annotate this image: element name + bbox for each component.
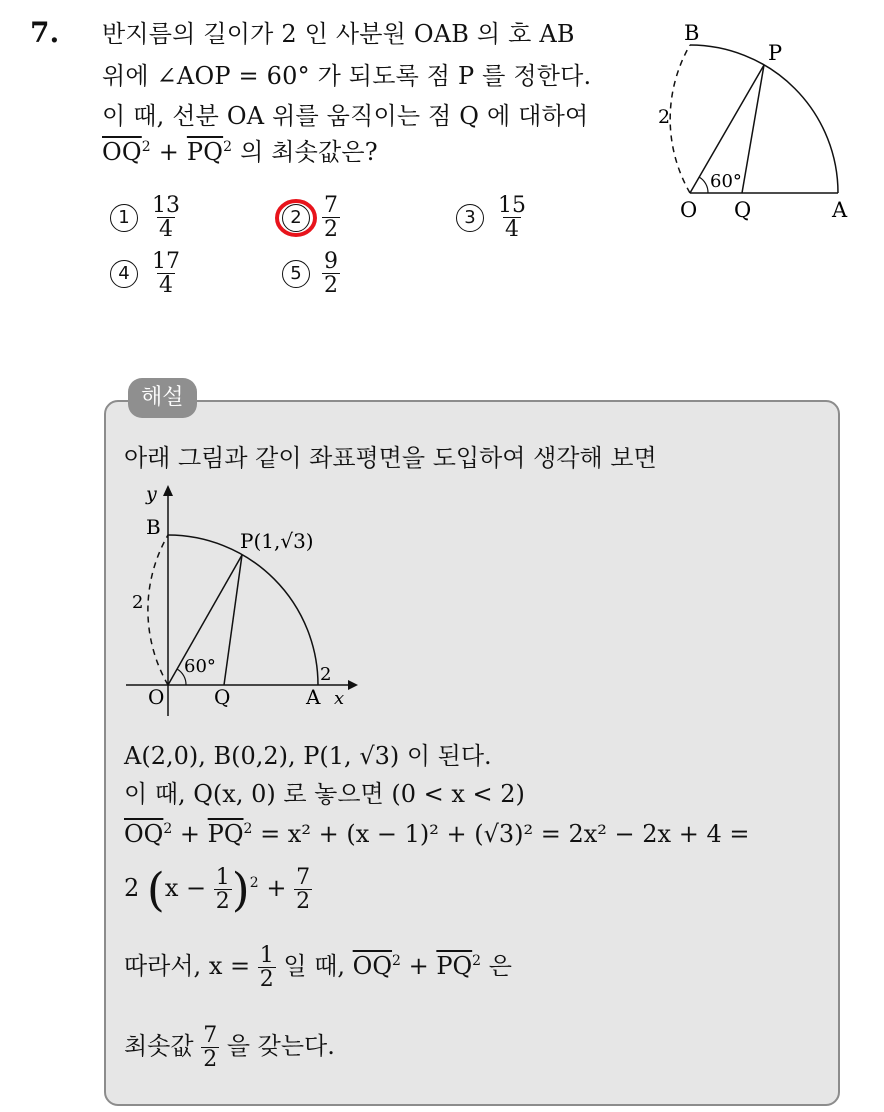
label-p: P xyxy=(768,41,783,65)
selected-answer-circle-icon xyxy=(272,196,320,240)
label-b: B xyxy=(146,515,161,539)
label-radius: 2 xyxy=(132,592,144,613)
label-b: B xyxy=(684,21,700,45)
label-y-axis: y xyxy=(146,483,157,505)
solution-therefore: 따라서, x = $\frac{1}{2}$ 일 때, $\overline{OQ}^2 + \overline{PQ}^2$ 은 xyxy=(124,943,512,993)
question-line-2: 위에 ∠AOP = 60° 가 되도록 점 P 를 정한다. xyxy=(102,62,592,90)
segment-oq: $\overline{OQ}$ xyxy=(102,138,142,166)
choice-3[interactable]: 3 $\frac{15}{4}$ xyxy=(456,194,528,241)
solution-tab: 해설 xyxy=(128,378,197,418)
label-q: Q xyxy=(214,685,231,709)
label-x-axis: x xyxy=(334,688,345,709)
label-a: A xyxy=(306,685,321,709)
label-radius: 2 xyxy=(658,106,671,128)
solution-intro: 아래 그림과 같이 좌표평면을 도입하여 생각해 보면 xyxy=(124,444,657,472)
question-number: 7. xyxy=(30,16,60,49)
choice-4-mark: 4 xyxy=(110,260,138,288)
solution-completed-square: 2 (x − $\frac{1}{2}$ )$^2$ + $\frac{7}{2}$ xyxy=(124,862,311,917)
solution-coords: A(2,0), B(0,2), P(1, √3) 이 된다. xyxy=(124,742,492,770)
label-angle: 60° xyxy=(710,171,742,192)
label-q: Q xyxy=(734,198,752,222)
quarter-circle-figure xyxy=(650,20,870,230)
solution-final: 최솟값 $\frac{7}{2}$ 을 갖는다. xyxy=(124,1023,335,1073)
label-angle: 60° xyxy=(184,656,216,677)
coordinate-figure xyxy=(118,478,368,718)
choice-2-mark: 2 xyxy=(282,204,310,232)
question-line-3: 이 때, 선분 OA 위를 움직이는 점 Q 에 대하여 xyxy=(102,102,589,130)
label-o: O xyxy=(148,685,165,709)
label-o: O xyxy=(680,198,698,222)
choice-1-mark: 1 xyxy=(110,204,138,232)
label-two: 2 xyxy=(320,664,332,685)
choice-5[interactable]: 5 $\frac{9}{2}$ xyxy=(282,250,340,297)
solution-expansion: $\overline{OQ}^2 + \overline{PQ}^2 = x^2 + (x - 1)^2 + (√3)^2 = 2x^2 - 2x + 4$ = xyxy=(124,820,750,848)
choice-1[interactable]: 1 $\frac{13}{4}$ xyxy=(110,194,182,241)
question-line-1: 반지름의 길이가 2 인 사분원 OAB 의 호 AB xyxy=(102,20,575,48)
label-a: A xyxy=(832,198,848,222)
segment-pq: $\overline{PQ}$ xyxy=(186,138,224,166)
choice-3-mark: 3 xyxy=(456,204,484,232)
choice-2[interactable]: 2 $\frac{7}{2}$ xyxy=(282,194,340,241)
question-line-4: $\overline{OQ}^2 + \overline{PQ}^2$ 의 최솟값은? xyxy=(102,138,378,166)
choice-4[interactable]: 4 $\frac{17}{4}$ xyxy=(110,250,182,297)
label-p-coords: P(1,√3) xyxy=(240,529,314,553)
solution-let-q: 이 때, Q(x, 0) 로 놓으면 (0 < x < 2) xyxy=(124,780,525,808)
choice-5-mark: 5 xyxy=(282,260,310,288)
